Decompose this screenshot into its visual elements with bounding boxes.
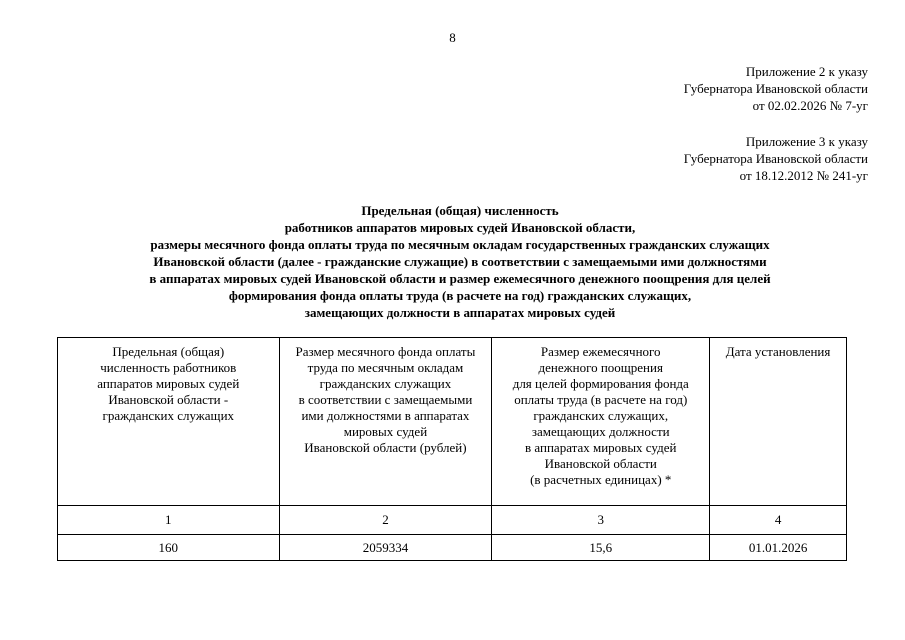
title-line: замещающих должности в аппаратах мировых судей [304,305,616,320]
monthly-bonus-value: 15,6 [492,535,710,561]
header-line: в соответствии с замещаемыми [298,392,473,407]
title-line: Ивановской области (далее - гражданские служащие) в соответствии с замещаемыми ими должностями [153,254,767,269]
header-line: аппаратов мировых судей [97,376,240,391]
column-number: 2 [279,506,492,535]
header-line: (в расчетных единицах) * [530,472,672,487]
page-number: 8 [449,30,456,45]
effective-date-value: 01.01.2026 [710,535,847,561]
staff-count-value: 160 [58,535,280,561]
document-title [40,202,880,321]
annex-current-line: Губернатора Ивановской области [683,81,868,96]
header-staff-count [58,338,280,506]
header-line: в аппаратах мировых судей [525,440,677,455]
header-line: для целей формирования фонда [512,376,689,391]
header-line: ими должностями в аппаратах [301,408,470,423]
payroll-fund-value: 2059334 [279,535,492,561]
column-number: 4 [710,506,847,535]
title-line: работников аппаратов мировых судей Ивановской области, [284,220,636,235]
header-payroll-fund [279,338,492,506]
header-line: Ивановской области - [108,392,229,407]
annex-current-line: Приложение 2 к указу [745,64,868,79]
header-line: оплаты труда (в расчете на год) [514,392,688,407]
table-row [58,535,847,561]
annex-previous-line: от 18.12.2012 № 241-уг [739,168,868,183]
header-line: Дата установления [725,344,831,359]
header-effective-date [710,338,847,506]
title-line: формирования фонда оплаты труда (в расчете на год) гражданских служащих, [228,288,692,303]
column-number: 1 [58,506,280,535]
header-line: Ивановской области (рублей) [304,440,467,455]
table-header-row [58,338,847,506]
column-number-row [58,506,847,535]
annex-previous-line: Губернатора Ивановской области [683,151,868,166]
annex-current [684,63,868,114]
header-line: Предельная (общая) [112,344,225,359]
header-monthly-bonus [492,338,710,506]
header-line: мировых судей [343,424,428,439]
annex-current-line: от 02.02.2026 № 7-уг [752,98,868,113]
column-number: 3 [492,506,710,535]
annex-previous-line: Приложение 3 к указу [745,134,868,149]
header-line: труда по месячным окладам [307,360,464,375]
title-line: размеры месячного фонда оплаты труда по месячным окладам государственных гражданских служащих [150,237,770,252]
title-line: в аппаратах мировых судей Ивановской области и размер ежемесячного денежного поощрения для целей [149,271,771,286]
staffing-table [57,337,847,561]
header-line: Размер ежемесячного [540,344,661,359]
header-line: гражданских служащих, [533,408,669,423]
header-line: численность работников [100,360,237,375]
header-line: гражданских служащих [319,376,452,391]
annex-previous [684,133,868,184]
header-line: денежного поощрения [538,360,663,375]
header-line: Размер месячного фонда оплаты [295,344,476,359]
header-line: Ивановской области [544,456,657,471]
header-line: гражданских служащих [102,408,235,423]
header-line: замещающих должности [531,424,670,439]
title-line: Предельная (общая) численность [361,203,559,218]
